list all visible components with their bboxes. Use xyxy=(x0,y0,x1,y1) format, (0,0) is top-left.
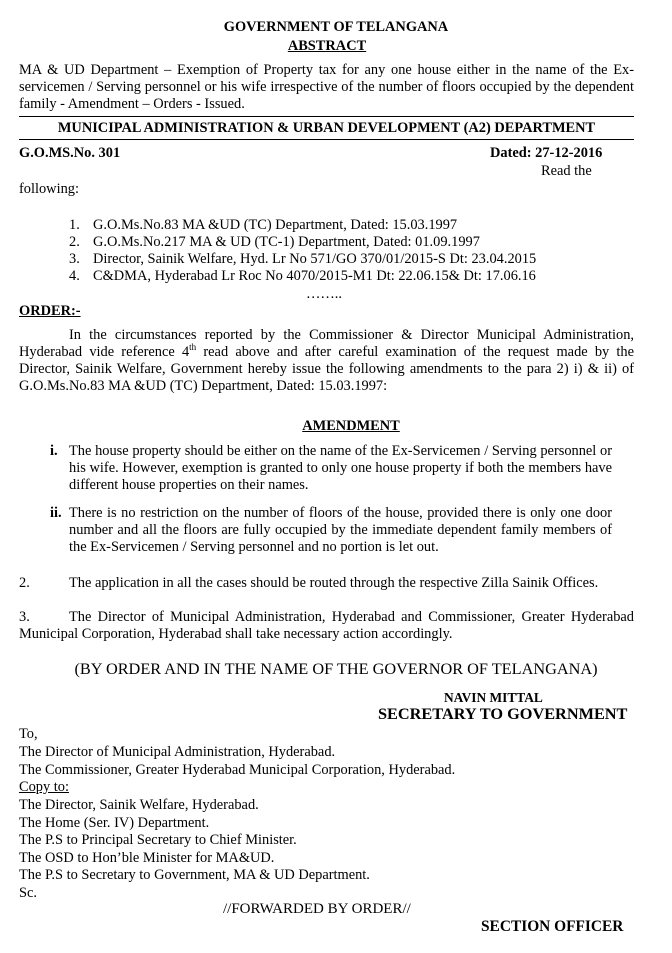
to-label: To, xyxy=(19,726,38,742)
reference-number: 1. xyxy=(69,217,80,233)
go-date: Dated: 27-12-2016 xyxy=(490,145,603,161)
order-text-part1: In the circumstances reported by the Commissioner & Director Municipal Administration, Hyderabad vide reference 4 xyxy=(19,327,634,360)
following-label: following: xyxy=(19,181,79,197)
to-item: The Director of Municipal Administration, Hyderabad. xyxy=(19,744,336,760)
by-order-line: (BY ORDER AND IN THE NAME OF THE GOVERNOR OF TELANGANA) xyxy=(74,659,598,678)
go-number: G.O.MS.No. 301 xyxy=(19,145,121,161)
amendment-number: i. xyxy=(50,443,58,459)
department-title: MUNICIPAL ADMINISTRATION & URBAN DEVELOPMENT (A2) DEPARTMENT xyxy=(57,120,596,136)
reference-number: 4. xyxy=(69,268,80,284)
copy-item: The Home (Ser. IV) Department. xyxy=(19,815,210,831)
forwarded-line: //FORWARDED BY ORDER// xyxy=(223,901,411,917)
copy-item: The OSD to Hon’ble Minister for MA&UD. xyxy=(19,850,275,866)
order-label: ORDER:- xyxy=(19,303,81,319)
paragraph-body: The Director of Municipal Administration, Hyderabad and Commissioner, Greater Hyderabad Municipal Corporation, Hyderabad shall take necessary action accordingly. xyxy=(19,609,634,642)
order-paragraph xyxy=(19,327,634,395)
to-item: The Commissioner, Greater Hyderabad Municipal Corporation, Hyderabad. xyxy=(19,762,456,778)
reference-text: G.O.Ms.No.217 MA & UD (TC-1) Department, Dated: 01.09.1997 xyxy=(93,234,480,250)
copy-item: The P.S to Principal Secretary to Chief Minister. xyxy=(19,832,297,848)
top-rule xyxy=(19,116,634,117)
read-the: Read the xyxy=(541,163,592,179)
reference-text: Director, Sainik Welfare, Hyd. Lr No 571/GO 370/01/2015-S Dt: 23.04.2015 xyxy=(93,251,537,267)
department-rule xyxy=(19,139,634,140)
reference-number: 3. xyxy=(69,251,80,267)
abstract-text: MA & UD Department – Exemption of Property tax for any one house either in the name of the Ex-servicemen / Serving personnel or his wife irrespective of the number of floors occupied by the dependent family - Amendment – Orders - Issued. xyxy=(19,62,634,112)
signatory-title: SECRETARY TO GOVERNMENT xyxy=(378,704,628,723)
amendment-text: There is no restriction on the number of floors of the house, provided there is only one door number and all the floors are fully occupied by the immediate dependent family members of the Ex-Servicemen / Serving personnel and no portion is let out. xyxy=(69,505,612,555)
amendment-label: AMENDMENT xyxy=(302,418,400,434)
reference-text: G.O.Ms.No.83 MA &UD (TC) Department, Dated: 15.03.1997 xyxy=(93,217,458,233)
reference-number: 2. xyxy=(69,234,80,250)
reference-text: C&DMA, Hyderabad Lr Roc No 4070/2015-M1 Dt: 22.06.15& Dt: 17.06.16 xyxy=(93,268,536,284)
abstract-label: ABSTRACT xyxy=(287,38,367,54)
section-officer: SECTION OFFICER xyxy=(481,918,624,935)
amendment-text: The house property should be either on the name of the Ex-Servicemen / Serving personnel or his wife. However, exemption is granted to only one house property if both the members have different house properties on their names. xyxy=(69,443,612,493)
paragraph-number: 3. xyxy=(19,609,30,625)
separator-dots: …….. xyxy=(306,286,342,302)
government-heading: GOVERNMENT OF TELANGANA xyxy=(223,19,449,35)
amendment-number: ii. xyxy=(50,505,62,521)
copy-item: The Director, Sainik Welfare, Hyderabad. xyxy=(19,797,259,813)
paragraph-text: The application in all the cases should be routed through the respective Zilla Sainik Offices. xyxy=(69,575,599,591)
signatory-name: NAVIN MITTAL xyxy=(444,690,543,705)
copy-label: Copy to: xyxy=(19,779,69,795)
paragraph-number: 2. xyxy=(19,575,30,591)
paragraph-text xyxy=(19,609,634,643)
copy-item: The P.S to Secretary to Government, MA & UD Department. xyxy=(19,867,370,883)
copy-item: Sc. xyxy=(19,885,37,901)
order-text-part2: read above and after careful examination of the request made by the Director, Sainik Welfare, Government hereby issue the following amendments to the para 2) i) & ii) of G.O.Ms.No.83 MA &UD (TC) Department, Dated: 15.03.1997: xyxy=(19,344,634,394)
order-superscript: th xyxy=(189,342,197,353)
